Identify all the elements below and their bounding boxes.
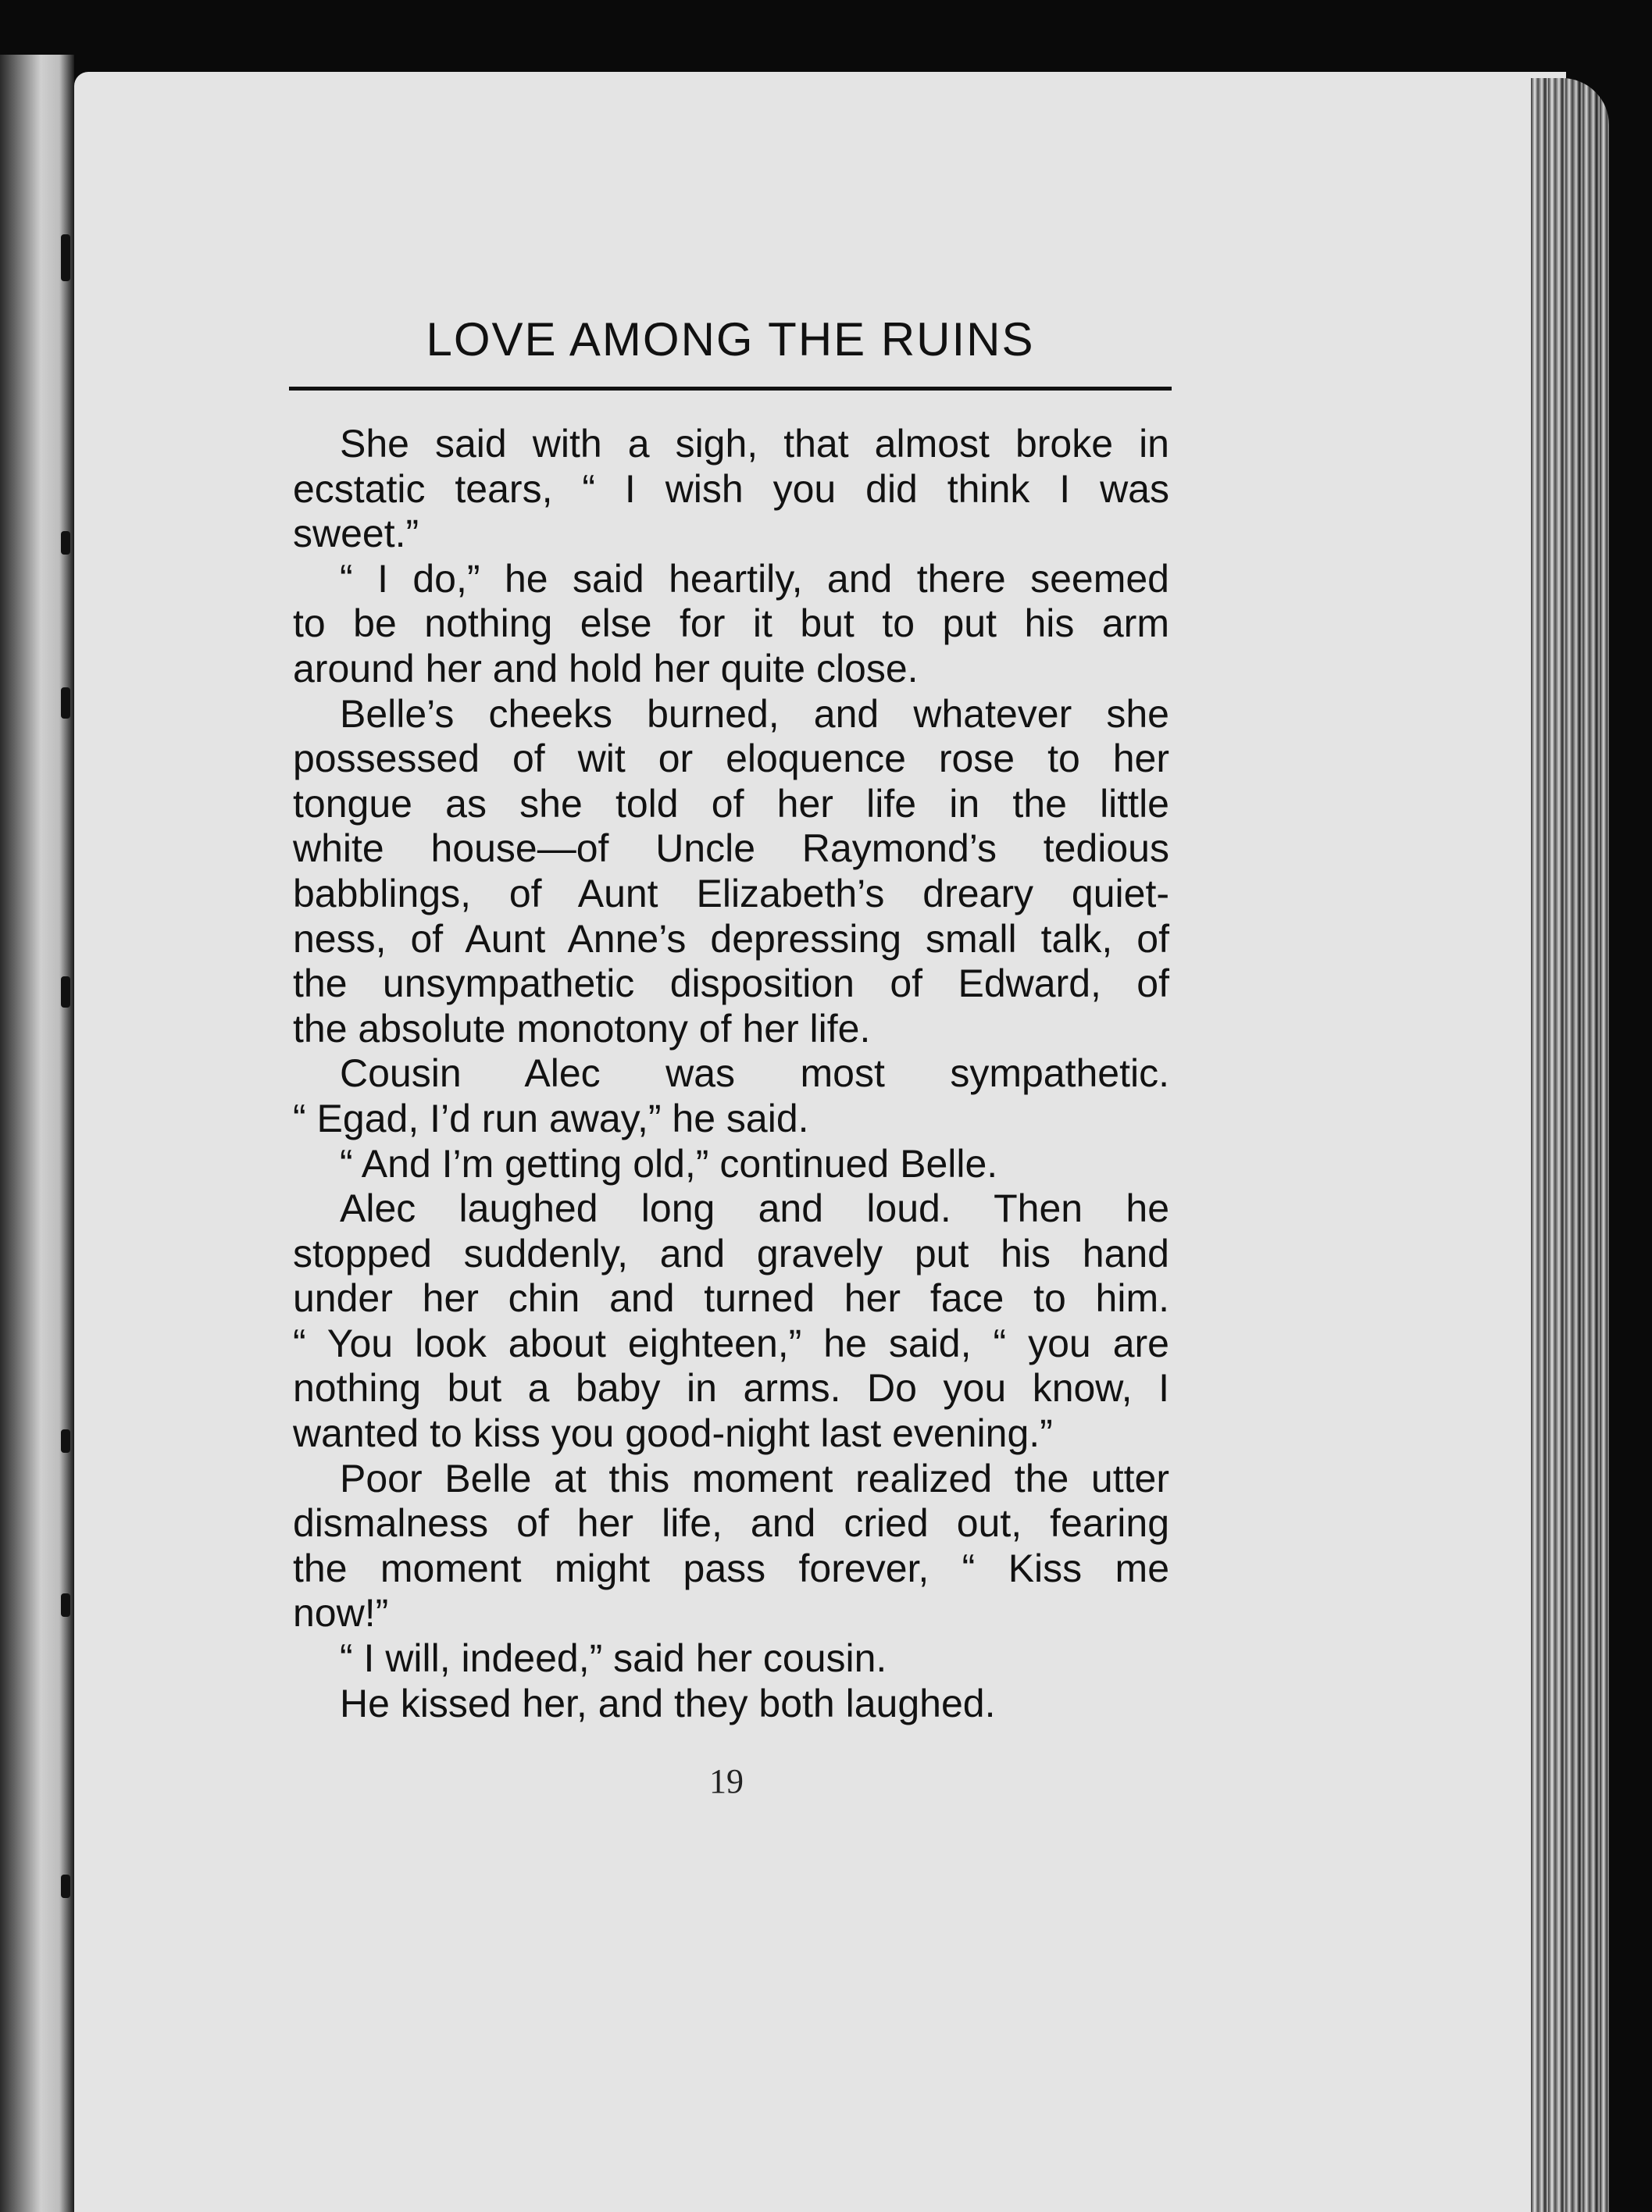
text-line: the unsympathetic disposition of Edward, of bbox=[293, 962, 1169, 1006]
text-line: around her and hold her quite close. bbox=[293, 646, 919, 690]
text-line: tongue as she told of her life in the little bbox=[293, 781, 1169, 826]
text-line: ecstatic tears, “ I wish you did think I was bbox=[293, 466, 1169, 511]
text-line: the moment might pass forever, “ Kiss me bbox=[293, 1546, 1169, 1590]
right-page-edge bbox=[1531, 78, 1609, 2212]
text-line: “ You look about eighteen,” he said, “ you are bbox=[293, 1321, 1169, 1365]
text-line: Poor Belle at this moment realized the utter bbox=[340, 1456, 1169, 1500]
text-line: wanted to kiss you good-night last evening.” bbox=[293, 1411, 1053, 1456]
text-line: white house—of Uncle Raymond’s tedious bbox=[293, 826, 1169, 871]
header-rule bbox=[289, 387, 1172, 391]
text-line: Belle’s cheeks burned, and whatever she bbox=[340, 691, 1169, 736]
text-line: Alec laughed long and loud. Then he bbox=[340, 1186, 1169, 1231]
text-line: to be nothing else for it but to put his arm bbox=[293, 601, 1169, 646]
text-line: possessed of wit or eloquence rose to her bbox=[293, 737, 1169, 781]
scan-border-right bbox=[1609, 94, 1652, 2212]
text-line: She said with a sigh, that almost broke in bbox=[340, 422, 1169, 466]
body-text bbox=[293, 422, 1169, 1726]
text-line: now!” bbox=[293, 1591, 389, 1636]
text-line: sweet.” bbox=[293, 512, 419, 556]
text-line: ness, of Aunt Anne’s depressing small talk, of bbox=[293, 916, 1169, 961]
page-number: 19 bbox=[709, 1762, 744, 1800]
text-line: nothing but a baby in arms. Do you know, I bbox=[293, 1366, 1169, 1411]
running-head: LOVE AMONG THE RUINS bbox=[426, 313, 1035, 366]
text-line: Cousin Alec was most sympathetic. bbox=[340, 1051, 1169, 1096]
text-line: babblings, of Aunt Elizabeth’s dreary quiet- bbox=[293, 871, 1169, 915]
text-line: the absolute monotony of her life. bbox=[293, 1006, 871, 1051]
text-line: under her chin and turned her face to him. bbox=[293, 1276, 1169, 1321]
text-line: “ I will, indeed,” said her cousin. bbox=[340, 1636, 887, 1681]
text-line: “ Egad, I’d run away,” he said. bbox=[293, 1096, 809, 1140]
text-line: “ And I’m getting old,” continued Belle. bbox=[340, 1141, 998, 1186]
text-line: stopped suddenly, and gravely put his hand bbox=[293, 1231, 1169, 1275]
text-line: He kissed her, and they both laughed. bbox=[340, 1681, 996, 1725]
text-line: “ I do,” he said heartily, and there seemed bbox=[340, 556, 1169, 601]
text-line: dismalness of her life, and cried out, fearing bbox=[293, 1501, 1169, 1546]
